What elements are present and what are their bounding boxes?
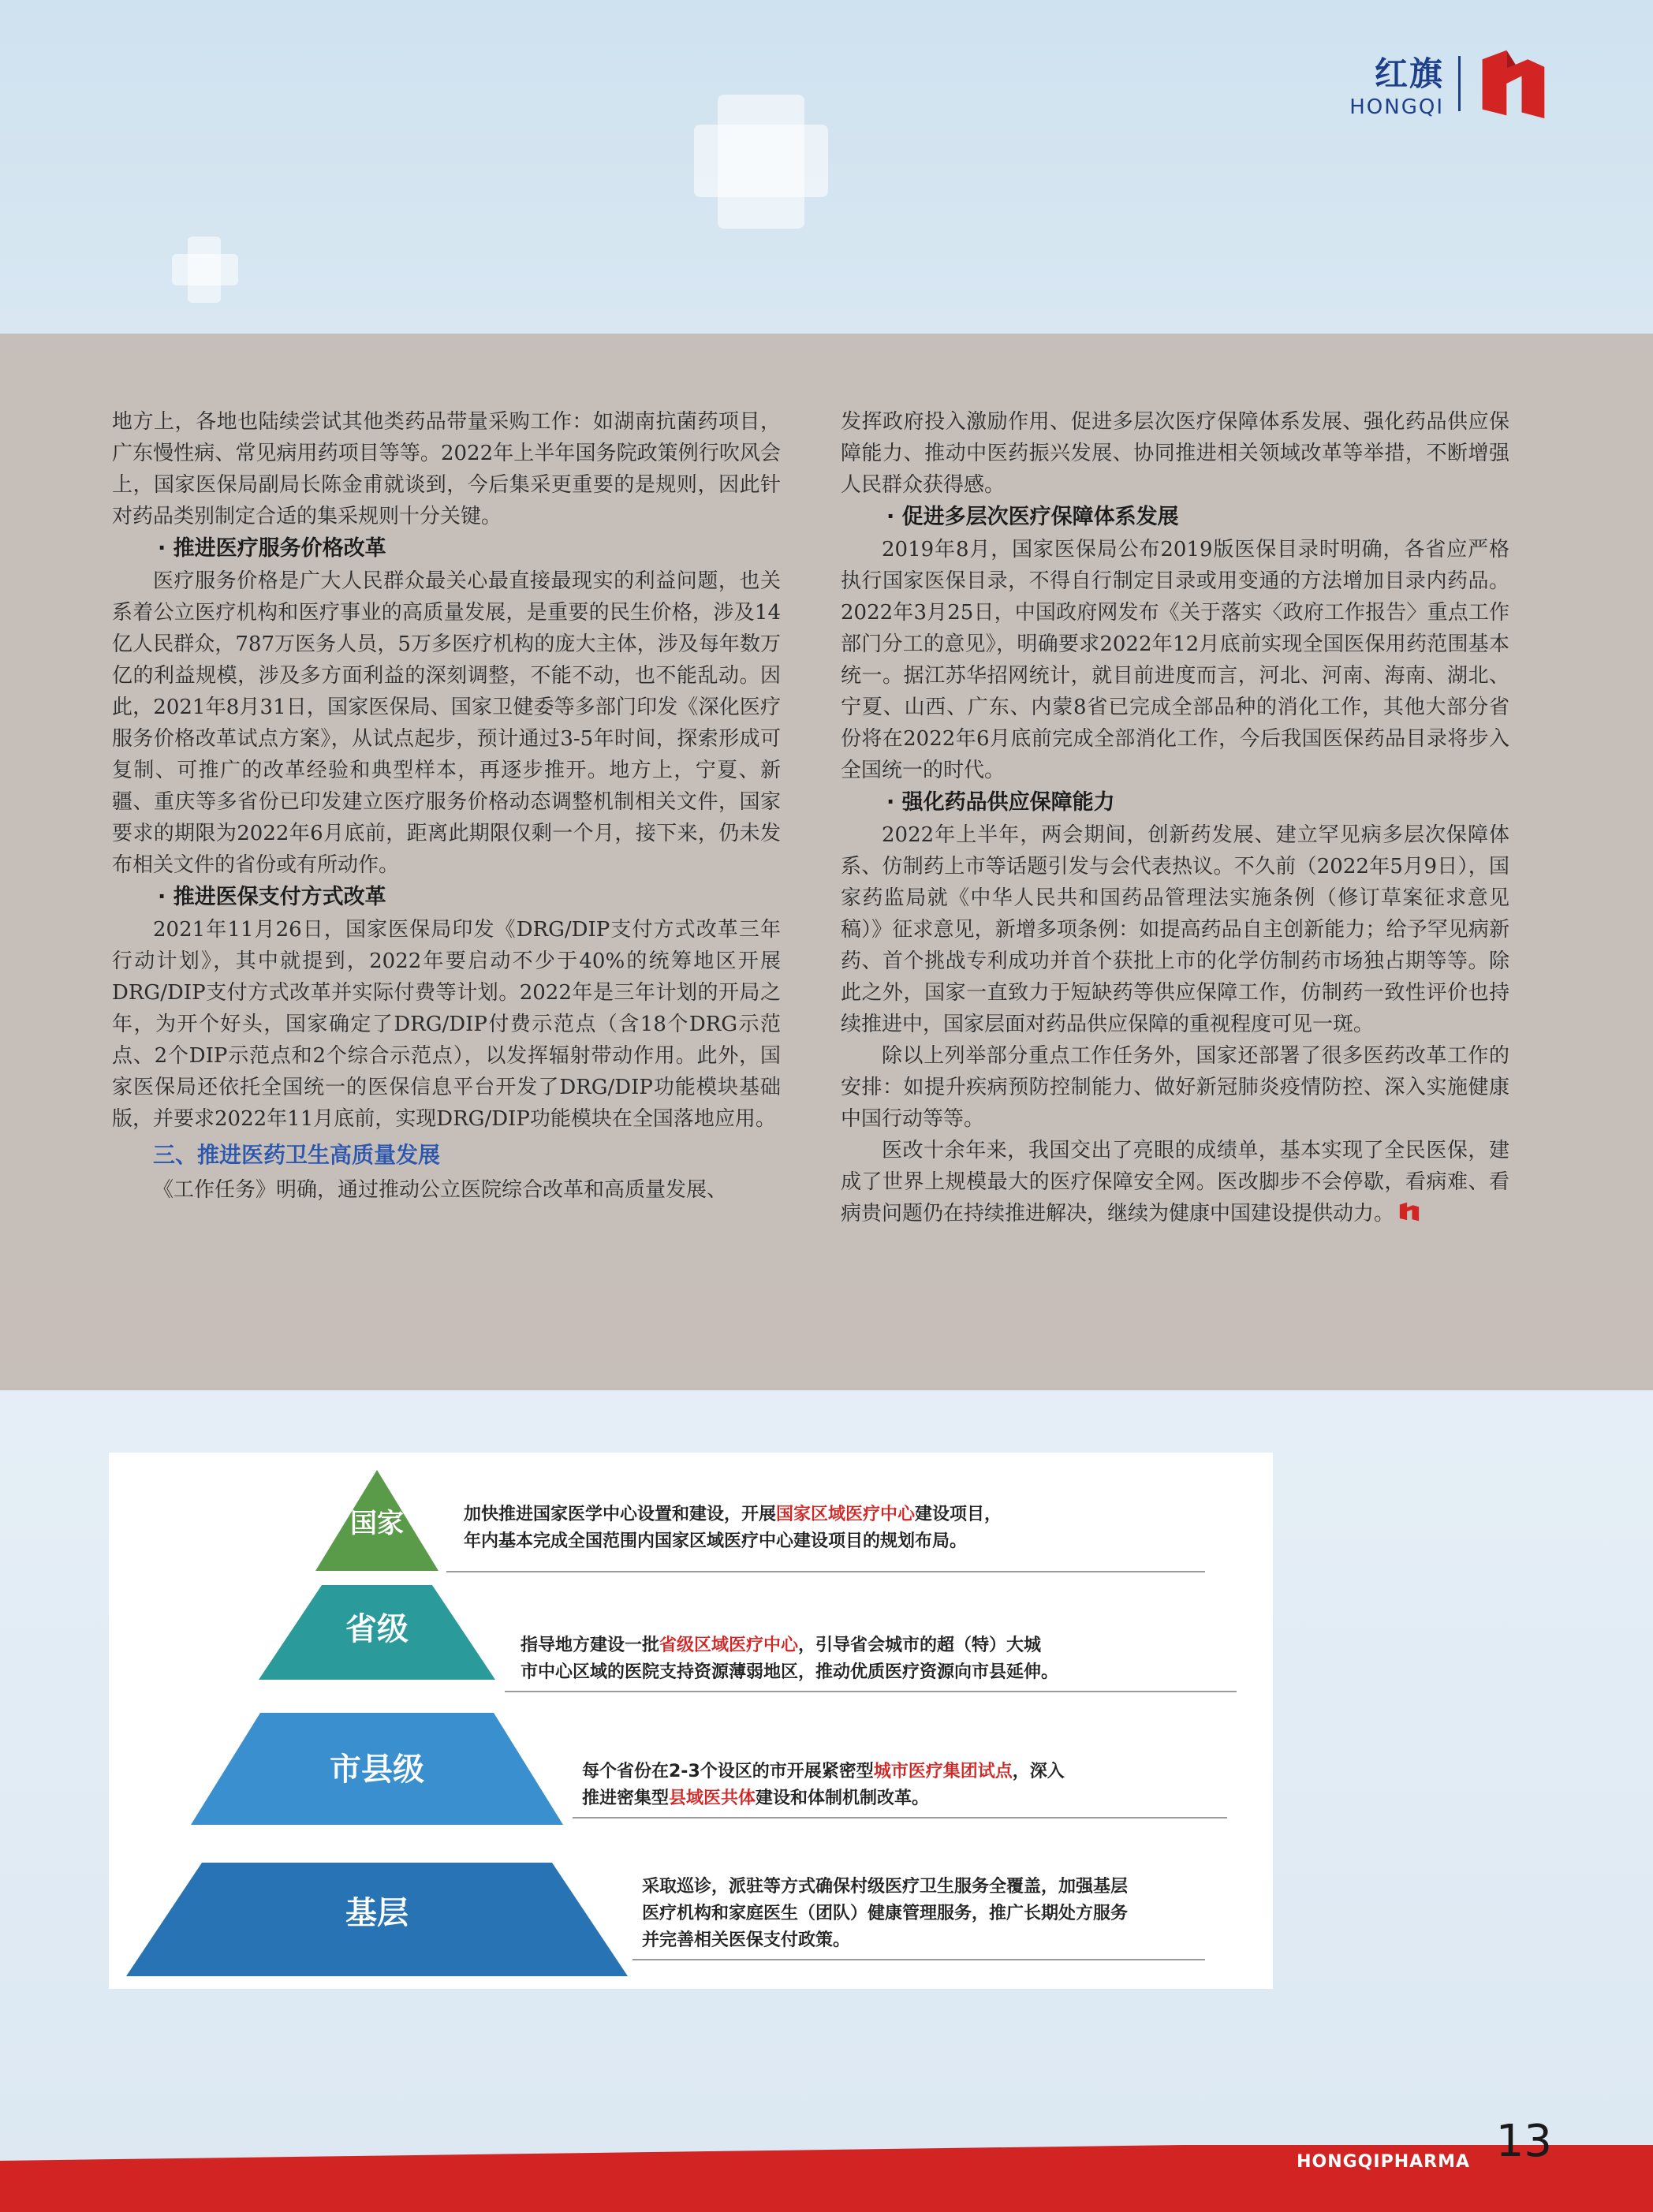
healthcare-tier-pyramid xyxy=(109,1453,1273,1989)
paragraph-text: 地方上，各地也陆续尝试其他类药品带量采购工作：如湖南抗菌药项目，广东慢性病、常见病用药项目等等。2022年上半年国务院政策例行吹风会上，国家医保局副局长陈金甫就谈到，今后集采更重要的是规则，因此针对药品类别制定合适的集采规则十分关键。 xyxy=(112,410,781,528)
paragraph-text: 2021年11月26日，国家医保局印发《DRG/DIP支付方式改革三年行动计划》，其中就提到，2022年要启动不少于40%的统筹地区开展DRG/DIP支付方式改革并实际付费等计划。2022年是三年计划的开局之年，为开个好头，国家确定了DRG/DIP付费示范点（含18个DRG示范点、2个DIP示范点和2个综合示范点），以发挥辐射带动作用。此外，国家医保局还依托全国统一的医保信息平台开发了DRG/DIP功能模块基础版，并要求2022年11月底前，实现DRG/DIP功能模块在全国落地应用。 xyxy=(112,918,781,1131)
article-column-left xyxy=(112,406,781,1206)
subsection-heading: · 推进医保支付方式改革 xyxy=(158,885,386,909)
background-cross-large-bar xyxy=(694,125,828,197)
highlight-term: 国家区域医疗中心 xyxy=(776,1505,916,1524)
body-paragraph xyxy=(112,914,781,1135)
highlight-term: 城市医疗集团试点 xyxy=(873,1762,1013,1781)
description-text: 市中心区域的医院支持资源薄弱地区，推动优质医疗资源向市县延伸。 xyxy=(521,1662,1059,1682)
pyramid-tier-underline xyxy=(632,1959,1205,1960)
description-text: 建设和体制机制改革。 xyxy=(756,1789,930,1808)
paragraph-text: 2022年上半年，两会期间，创新药发展、建立罕见病多层次保障体系、仿制药上市等话题引发与会代表热议。不久前（2022年5月9日），国家药监局就《中华人民共和国药品管理法实施条例（修订草案征求意见稿）》征求意见，新增多项条例：如提高药品自主创新能力；给予罕见病新药、首个挑战专利成功并首个获批上市的化学仿制药市场独占期等等。除此之外，国家一直致力于短缺药等供应保障工作，仿制药一致性评价也持续推进中，国家层面对药品供应保障的重视程度可见一斑。 xyxy=(841,823,1509,1036)
highlight-term: 省级区域医疗中心 xyxy=(659,1636,799,1655)
body-paragraph xyxy=(112,565,781,881)
description-text: 建设项目， xyxy=(915,1505,1002,1524)
pyramid-tier-description xyxy=(642,1874,1128,1954)
paragraph-text: 医改十余年来，我国交出了亮眼的成绩单，基本实现了全民医保，建成了世界上规模最大的医疗保障安全网。医改脚步不会停歇，看病难、看病贵问题仍在持续推进解决，继续为健康中国建设提供动力。 xyxy=(841,1139,1509,1225)
brand-logo-text xyxy=(1349,48,1444,119)
end-mark-flag-icon xyxy=(1397,1201,1421,1222)
description-text: 加快推进国家医学中心设置和建设，开展 xyxy=(464,1505,777,1524)
description-line xyxy=(642,1901,1128,1927)
article-column-right xyxy=(841,406,1509,1229)
brand-name-cn: 红旗 xyxy=(1374,54,1444,93)
description-text: 并完善相关医保支付政策。 xyxy=(642,1930,851,1950)
description-text: 每个省份在2-3个设区的市开展紧密型 xyxy=(582,1762,874,1781)
section-heading: 三、推进医药卫生高质量发展 xyxy=(153,1142,441,1168)
logo-divider xyxy=(1458,56,1461,111)
description-text: 年内基本完成全国范围内国家区域医疗中心建设项目的规划布局。 xyxy=(464,1531,968,1551)
body-paragraph xyxy=(841,1040,1509,1135)
description-text: 医疗机构和家庭医生（团队）健康管理服务，推广长期处方服务 xyxy=(642,1904,1129,1923)
paragraph-text: 医疗服务价格是广大人民群众最关心最直接最现实的利益问题，也关系着公立医疗机构和医疗事业的高质量发展，是重要的民生价格，涉及14亿人民群众，787万医务人员，5万多医疗机构的庞大主体，涉及每年数万亿的利益规模，涉及多方面利益的深刻调整，不能不动，也不能乱动。因此，2021年8月31日，国家医保局、国家卫健委等多部门印发《深化医疗服务价格改革试点方案》，从试点起步，预计通过3-5年时间，探索形成可复制、可推广的改革经验和典型样本，再逐步推开。地方上，宁夏、新疆、重庆等多省份已印发建立医疗服务价格动态调整机制相关文件，国家要求的期限为2022年6月底前，距离此期限仅剩一个月，接下来，仍未发布相关文件的省份或有所动作。 xyxy=(112,569,781,877)
subsection-heading: · 推进医疗服务价格改革 xyxy=(158,536,386,561)
highlight-term: 县域医共体 xyxy=(669,1789,756,1808)
body-paragraph xyxy=(841,534,1509,786)
body-paragraph xyxy=(841,1135,1509,1229)
description-text: 推进密集型 xyxy=(582,1789,670,1808)
pyramid-tier-label: 省级 xyxy=(345,1611,409,1647)
article-panel xyxy=(0,334,1653,1390)
subsection-heading: · 促进多层次医疗保障体系发展 xyxy=(886,505,1179,529)
pyramid-tier-label: 国家 xyxy=(350,1508,404,1539)
brand-name-en: HONGQI xyxy=(1349,95,1444,119)
body-paragraph xyxy=(841,406,1509,501)
body-paragraph xyxy=(112,1174,781,1206)
pyramid-tier-label: 市县级 xyxy=(330,1751,424,1788)
footer-brand: HONGQIPHARMA xyxy=(1297,2152,1470,2172)
brand-logo xyxy=(1349,46,1550,121)
description-text: 指导地方建设一批 xyxy=(521,1636,660,1655)
hongqi-flag-icon xyxy=(1475,46,1550,121)
pyramid-tier-label: 基层 xyxy=(345,1895,409,1931)
description-line xyxy=(642,1927,1128,1954)
paragraph-text: 发挥政府投入激励作用、促进多层次医疗保障体系发展、强化药品供应保障能力、推动中医药振兴发展、协同推进相关领域改革等举措，不断增强人民群众获得感。 xyxy=(841,410,1509,497)
paragraph-text: 《工作任务》明确，通过推动公立医院综合改革和高质量发展、 xyxy=(153,1178,728,1202)
body-paragraph xyxy=(112,406,781,532)
description-text: 采取巡诊，派驻等方式确保村级医疗卫生服务全覆盖，加强基层 xyxy=(642,1877,1129,1897)
body-paragraph xyxy=(841,819,1509,1040)
description-text: ，引导省会城市的超（特）大城 xyxy=(798,1636,1042,1655)
pyramid-tier-underline xyxy=(573,1817,1227,1818)
subsection-heading: · 强化药品供应保障能力 xyxy=(886,790,1115,815)
description-text: ，深入 xyxy=(1012,1762,1065,1781)
description-line xyxy=(642,1874,1128,1901)
paragraph-text: 除以上列举部分重点工作任务外，国家还部署了很多医药改革工作的安排：如提升疾病预防控制能力、做好新冠肺炎疫情防控、深入实施健康中国行动等等。 xyxy=(841,1044,1509,1131)
page-number: 13 xyxy=(1495,2116,1552,2167)
background-cross-small-bar xyxy=(172,254,238,285)
paragraph-text: 2019年8月，国家医保局公布2019版医保目录时明确，各省应严格执行国家医保目录，不得自行制定目录或用变通的方法增加目录内药品。2022年3月25日，中国政府网发布《关于落实〈政府工作报告〉重点工作部门分工的意见》，明确要求2022年12月底前实现全国医保用药范围基本统一。据江苏华招网统计，就目前进度而言，河北、河南、海南、湖北、宁夏、山西、广东、内蒙8省已完成全部品种的消化工作，其他大部分省份将在2022年6月底前完成全部消化工作，今后我国医保药品目录将步入全国统一的时代。 xyxy=(841,538,1509,782)
